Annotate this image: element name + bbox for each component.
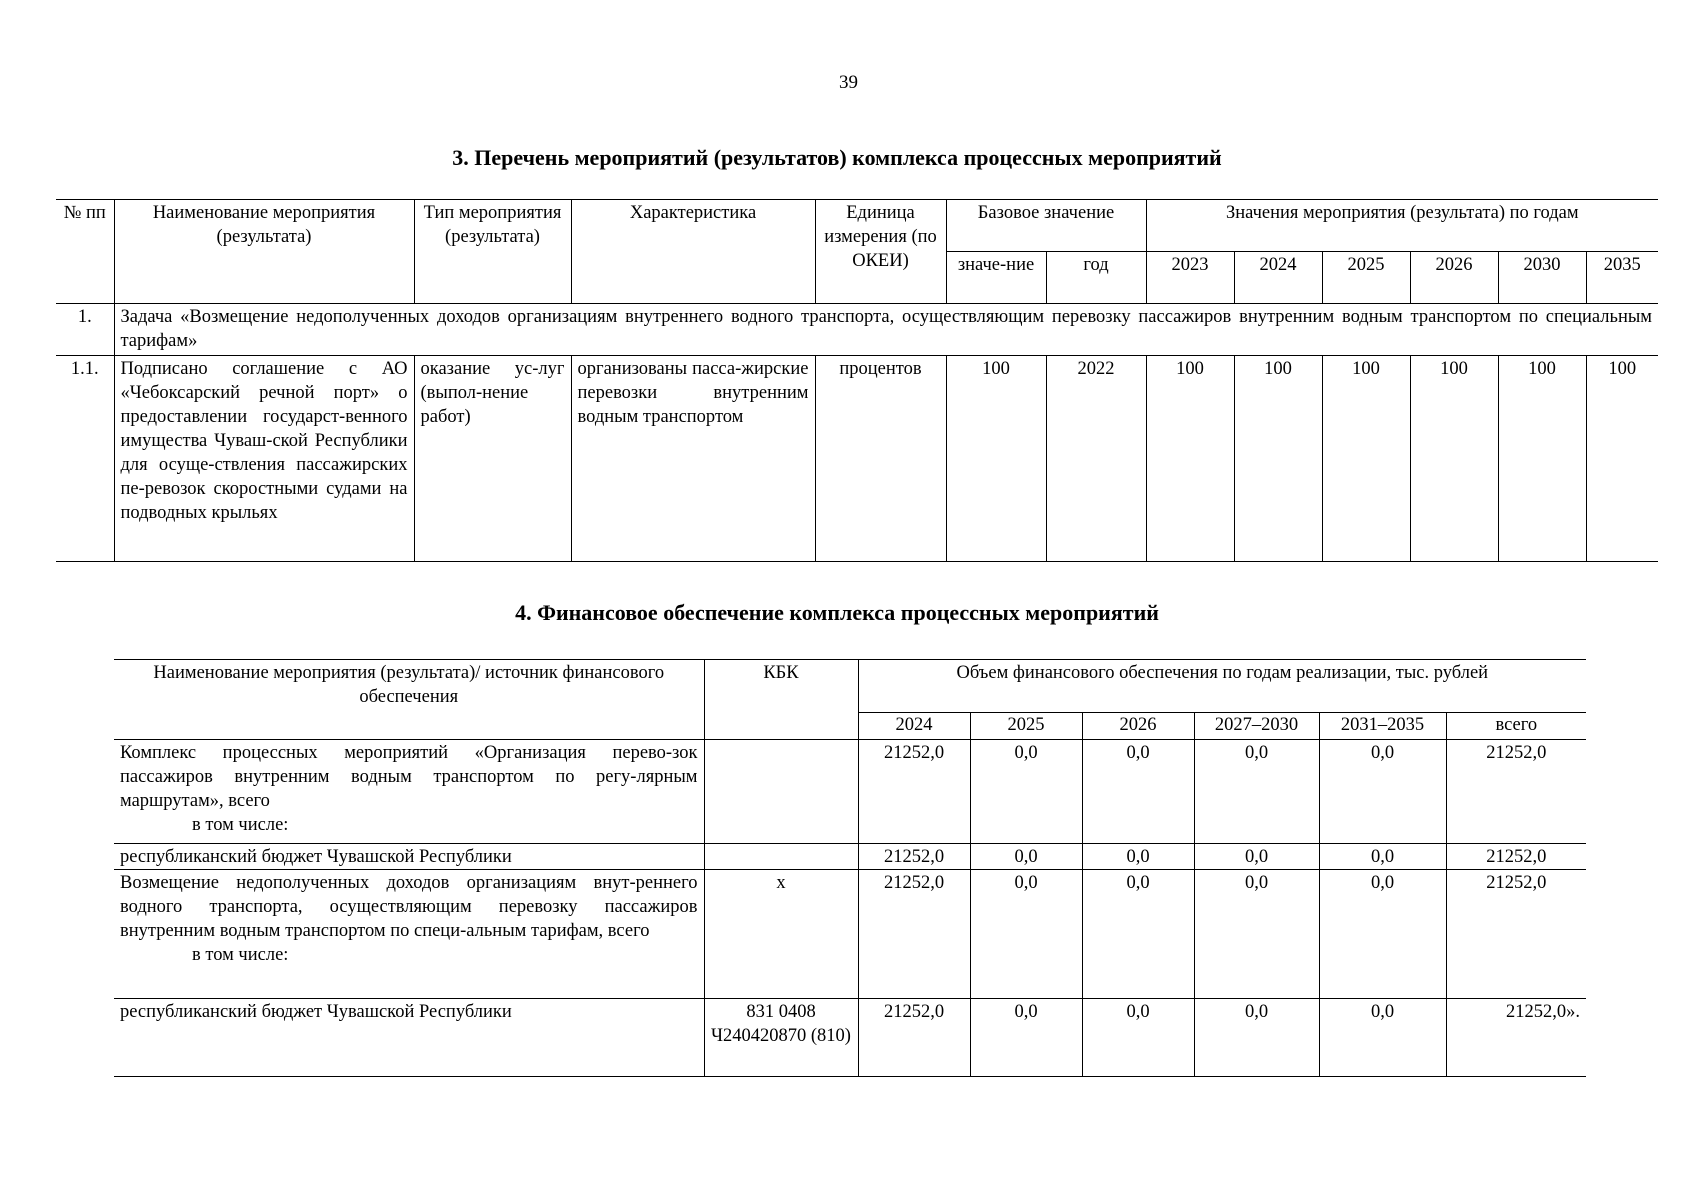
row-value: 100 [1410, 356, 1498, 562]
financing-value: 21252,0». [1446, 999, 1586, 1077]
header-year: 2025 [1322, 252, 1410, 304]
row-base-year: 2022 [1046, 356, 1146, 562]
header-values-by-year: Значения мероприятия (результата) по годам [1146, 200, 1658, 252]
financing-row-name [114, 870, 704, 999]
header-year: 2024 [1234, 252, 1322, 304]
financing-value: 0,0 [970, 844, 1082, 870]
financing-row-name: республиканский бюджет Чувашской Республики [114, 999, 704, 1077]
header-year: 2024 [858, 713, 970, 740]
financing-value: 21252,0 [1446, 844, 1586, 870]
financing-value: 0,0 [970, 740, 1082, 844]
header-volume: Объем финансового обеспечения по годам реализации, тыс. рублей [858, 660, 1586, 713]
financing-value: 0,0 [1194, 870, 1319, 999]
financing-row-name [114, 740, 704, 844]
row-unit: процентов [815, 356, 946, 562]
header-name: Наименование мероприятия (результата) [114, 200, 414, 304]
financing-value: 21252,0 [858, 999, 970, 1077]
section-3-title: 3. Перечень мероприятий (результатов) комплекса процессных мероприятий [452, 145, 1222, 170]
row-value: 100 [1146, 356, 1234, 562]
header-kbk: КБК [704, 660, 858, 740]
row-value: 100 [1586, 356, 1658, 562]
financing-row-kbk: х [704, 870, 858, 999]
header-num: № пп [56, 200, 114, 304]
header-year: 2030 [1498, 252, 1586, 304]
row-value: 100 [1322, 356, 1410, 562]
header-year: 2025 [970, 713, 1082, 740]
header-type: Тип мероприятия (результата) [414, 200, 571, 304]
header-year: 2027–2030 [1194, 713, 1319, 740]
financing-value: 0,0 [1319, 844, 1446, 870]
financing-value: 0,0 [970, 870, 1082, 999]
header-name: Наименование мероприятия (результата)/ источник финансового обеспечения [114, 660, 704, 740]
financing-value: 21252,0 [858, 870, 970, 999]
header-year: 2023 [1146, 252, 1234, 304]
financing-value: 0,0 [1194, 844, 1319, 870]
financing-value: 21252,0 [858, 740, 970, 844]
financing-value: 0,0 [1082, 844, 1194, 870]
row-value: 100 [1234, 356, 1322, 562]
header-characteristic: Характеристика [571, 200, 815, 304]
financing-value: 0,0 [1194, 740, 1319, 844]
header-year: 2026 [1082, 713, 1194, 740]
row-characteristic: организованы пасса-жирские перевозки внутренним водным транспортом [571, 356, 815, 562]
financing-value: 0,0 [1082, 870, 1194, 999]
financing-row-sub: в том числе: [192, 815, 289, 835]
financing-value: 0,0 [1319, 870, 1446, 999]
header-year: 2035 [1586, 252, 1658, 304]
financing-row-kbk [704, 740, 858, 844]
financing-value: 0,0 [1319, 999, 1446, 1077]
header-base-year: год [1046, 252, 1146, 304]
financing-row-label: Возмещение недополученных доходов организациям внут-реннего водного транспорта, осуществляющим перевозку пассажиров внутренним водным транспортом по специ-альным тарифам, всего [120, 873, 698, 941]
task-num: 1. [56, 304, 114, 356]
financing-value: 0,0 [1082, 740, 1194, 844]
financing-value: 0,0 [1194, 999, 1319, 1077]
financing-value: 0,0 [970, 999, 1082, 1077]
row-name: Подписано соглашение с АО «Чебоксарский речной порт» о предоставлении государст-венного имущества Чуваш-ской Республики для осуще-ствления пассажирских пе-ревозок скоростными судами на подводных крыльях [114, 356, 414, 562]
financing-value: 0,0 [1082, 999, 1194, 1077]
financing-value: 0,0 [1319, 740, 1446, 844]
page-number: 39 [839, 72, 858, 93]
header-year: всего [1446, 713, 1586, 740]
row-type: оказание ус-луг (выпол-нение работ) [414, 356, 571, 562]
header-base: Базовое значение [946, 200, 1146, 252]
row-base-value: 100 [946, 356, 1046, 562]
financing-value: 21252,0 [1446, 740, 1586, 844]
financing-value: 21252,0 [1446, 870, 1586, 999]
measures-table [56, 199, 1658, 562]
financing-table [114, 659, 1586, 1077]
header-year: 2031–2035 [1319, 713, 1446, 740]
section-4-title: 4. Финансовое обеспечение комплекса процессных мероприятий [515, 600, 1159, 625]
header-base-value: значе-ние [946, 252, 1046, 304]
financing-row-kbk: 831 0408 Ч240420870 (810) [704, 999, 858, 1077]
financing-value: 21252,0 [858, 844, 970, 870]
financing-row-name: республиканский бюджет Чувашской Республики [114, 844, 704, 870]
row-value: 100 [1498, 356, 1586, 562]
financing-row-kbk [704, 844, 858, 870]
financing-row-sub: в том числе: [192, 945, 289, 965]
financing-row-label: Комплекс процессных мероприятий «Организация перево-зок пассажиров внутренним водным транспортом по регу-лярным маршрутам», всего [120, 743, 698, 811]
task-text: Задача «Возмещение недополученных доходов организациям внутреннего водного транспорта, осуществляющим перевозку пассажиров внутренним водным транспортом по специальным тарифам» [114, 304, 1658, 356]
row-num: 1.1. [56, 356, 114, 562]
header-year: 2026 [1410, 252, 1498, 304]
header-unit: Единица измерения (по ОКЕИ) [815, 200, 946, 304]
